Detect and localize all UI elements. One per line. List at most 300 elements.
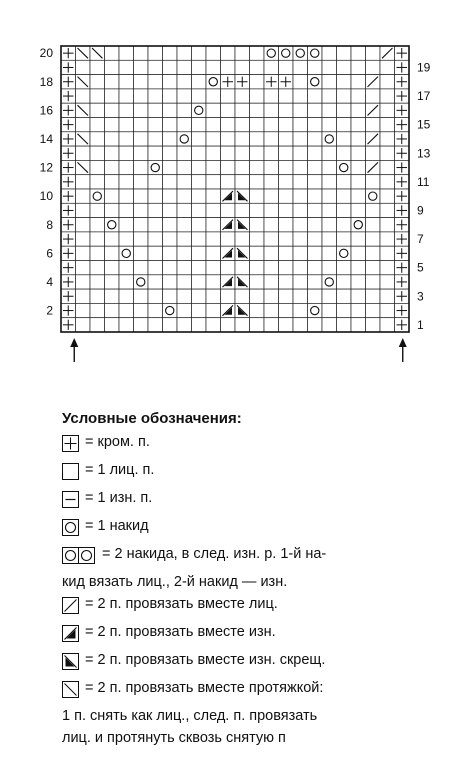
chart-cell-knit-stitch xyxy=(119,189,134,203)
chart-cell-knit-stitch xyxy=(322,189,337,203)
chart-cell-knit-stitch xyxy=(279,303,294,317)
chart-cell-knit-stitch xyxy=(221,46,236,60)
chart-cell-knit-stitch xyxy=(177,203,192,217)
chart-cell-edge-stitch xyxy=(61,75,76,89)
chart-cell-p2tog-tbl-dot xyxy=(235,303,250,317)
chart-cell-knit-stitch xyxy=(308,60,323,74)
chart-cell-knit-stitch xyxy=(308,203,323,217)
chart-cell-knit-stitch xyxy=(119,118,134,132)
chart-cell-knit-stitch xyxy=(308,246,323,260)
chart-cell-knit-stitch xyxy=(380,203,395,217)
chart-cell-knit-stitch xyxy=(235,118,250,132)
chart-cell-edge-stitch xyxy=(61,60,76,74)
chart-cell-knit-stitch xyxy=(279,160,294,174)
chart-cell-knit-stitch xyxy=(119,60,134,74)
chart-cell-knit-stitch xyxy=(163,232,178,246)
chart-cell-ssk-left-slant xyxy=(76,75,91,89)
chart-cell-knit-stitch xyxy=(192,118,207,132)
edge-icon xyxy=(62,435,79,458)
chart-cell-knit-stitch xyxy=(90,103,105,117)
chart-cell-knit-stitch xyxy=(105,118,120,132)
chart-cell-knit-stitch xyxy=(351,89,366,103)
chart-cell-knit-stitch xyxy=(250,218,265,232)
chart-cell-knit-stitch xyxy=(293,189,308,203)
chart-cell-knit-stitch xyxy=(206,46,221,60)
chart-cell-knit-stitch xyxy=(221,103,236,117)
left-row-label: 16 xyxy=(39,103,53,118)
chart-cell-knit-stitch xyxy=(235,318,250,332)
chart-cell-knit-stitch xyxy=(221,203,236,217)
chart-cell-knit-stitch xyxy=(293,203,308,217)
chart-cell-knit-stitch xyxy=(90,261,105,275)
chart-cell-knit-stitch xyxy=(380,89,395,103)
chart-cell-knit-stitch xyxy=(192,289,207,303)
chart-cell-knit-stitch xyxy=(105,175,120,189)
chart-cell-knit-stitch xyxy=(337,118,352,132)
chart-cell-knit-stitch xyxy=(148,303,163,317)
knit-icon xyxy=(62,463,79,486)
chart-cell-knit-stitch xyxy=(105,289,120,303)
chart-cell-edge-stitch xyxy=(395,275,410,289)
chart-cell-edge-stitch xyxy=(61,89,76,103)
chart-cell-knit-stitch xyxy=(206,175,221,189)
chart-cell-knit-stitch xyxy=(76,232,91,246)
chart-cell-yarn-over xyxy=(322,275,337,289)
chart-cell-knit-stitch xyxy=(90,289,105,303)
chart-cell-knit-stitch xyxy=(337,146,352,160)
chart-cell-knit-stitch xyxy=(134,89,149,103)
chart-cell-edge-stitch xyxy=(395,261,410,275)
chart-cell-knit-stitch xyxy=(264,232,279,246)
chart-cell-knit-stitch xyxy=(76,289,91,303)
chart-cell-knit-stitch xyxy=(337,175,352,189)
chart-cell-edge-stitch xyxy=(61,318,76,332)
chart-cell-knit-stitch xyxy=(279,261,294,275)
chart-cell-knit-stitch xyxy=(163,46,178,60)
chart-cell-knit-stitch xyxy=(90,60,105,74)
chart-cell-knit-stitch xyxy=(148,146,163,160)
chart-cell-knit-stitch xyxy=(264,246,279,260)
chart-cell-knit-stitch xyxy=(293,218,308,232)
chart-cell-knit-stitch xyxy=(192,175,207,189)
chart-cell-knit-stitch xyxy=(279,189,294,203)
chart-cell-knit-stitch xyxy=(308,261,323,275)
chart-cell-knit-stitch xyxy=(264,303,279,317)
chart-cell-knit-stitch xyxy=(163,261,178,275)
chart-cell-knit-stitch xyxy=(206,60,221,74)
chart-cell-knit-stitch xyxy=(293,175,308,189)
chart-cell-knit-stitch xyxy=(163,218,178,232)
chart-cell-yarn-over xyxy=(337,246,352,260)
chart-cell-knit-stitch xyxy=(76,60,91,74)
k2tog-icon xyxy=(62,597,79,620)
chart-cell-edge-stitch xyxy=(395,160,410,174)
chart-cell-knit-stitch xyxy=(337,103,352,117)
chart-cell-knit-stitch xyxy=(221,146,236,160)
chart-cell-knit-stitch xyxy=(192,318,207,332)
chart-cell-knit-stitch xyxy=(380,75,395,89)
chart-cell-knit-stitch xyxy=(134,246,149,260)
chart-cell-knit-stitch xyxy=(351,275,366,289)
chart-cell-edge-stitch xyxy=(395,118,410,132)
chart-cell-knit-stitch xyxy=(235,132,250,146)
chart-cell-edge-stitch xyxy=(395,60,410,74)
chart-cell-knit-stitch xyxy=(293,261,308,275)
chart-cell-edge-stitch xyxy=(61,246,76,260)
chart-cell-knit-stitch xyxy=(177,60,192,74)
chart-cell-knit-stitch xyxy=(134,132,149,146)
chart-cell-p2tog-dot xyxy=(221,246,236,260)
chart-cell-knit-stitch xyxy=(351,289,366,303)
chart-cell-knit-stitch xyxy=(192,232,207,246)
chart-cell-knit-stitch xyxy=(322,46,337,60)
chart-cell-knit-stitch xyxy=(134,218,149,232)
chart-cell-edge-stitch xyxy=(61,218,76,232)
chart-cell-knit-stitch xyxy=(264,189,279,203)
chart-cell-knit-stitch xyxy=(148,60,163,74)
chart-cell-knit-stitch xyxy=(366,318,381,332)
chart-cell-knit-stitch xyxy=(134,146,149,160)
chart-cell-knit-stitch xyxy=(308,175,323,189)
chart-cell-knit-stitch xyxy=(148,289,163,303)
right-row-label: 9 xyxy=(417,203,424,218)
chart-cell-knit-stitch xyxy=(264,261,279,275)
chart-cell-knit-stitch xyxy=(90,203,105,217)
chart-cell-knit-stitch xyxy=(134,232,149,246)
chart-cell-knit-stitch xyxy=(337,318,352,332)
legend-item-text: = 2 п. провязать вместе изн. xyxy=(85,624,276,640)
chart-cell-knit-stitch xyxy=(119,160,134,174)
chart-cell-knit-stitch xyxy=(177,318,192,332)
chart-cell-edge-stitch xyxy=(61,132,76,146)
chart-cell-knit-stitch xyxy=(148,318,163,332)
left-row-label: 2 xyxy=(46,303,53,318)
chart-cell-edge-stitch xyxy=(395,232,410,246)
chart-cell-knit-stitch xyxy=(337,132,352,146)
chart-cell-knit-stitch xyxy=(264,275,279,289)
chart-cell-knit-stitch xyxy=(105,246,120,260)
chart-cell-knit-stitch xyxy=(380,318,395,332)
chart-cell-knit-stitch xyxy=(192,261,207,275)
chart-cell-knit-stitch xyxy=(337,89,352,103)
chart-cell-knit-stitch xyxy=(279,218,294,232)
chart-cell-knit-stitch xyxy=(148,132,163,146)
chart-cell-knit-stitch xyxy=(192,75,207,89)
legend-item-text: = кром. п. xyxy=(85,434,150,450)
chart-cell-knit-stitch xyxy=(76,275,91,289)
chart-cell-knit-stitch xyxy=(279,289,294,303)
chart-cell-ssk-left-slant xyxy=(76,46,91,60)
chart-cell-knit-stitch xyxy=(337,46,352,60)
chart-cell-knit-stitch xyxy=(279,103,294,117)
chart-cell-knit-stitch xyxy=(308,118,323,132)
right-row-label: 15 xyxy=(417,117,431,132)
chart-cell-knit-stitch xyxy=(293,160,308,174)
chart-cell-knit-stitch xyxy=(119,232,134,246)
legend-item-text: = 1 лиц. п. xyxy=(85,462,155,478)
chart-cell-edge-stitch xyxy=(279,75,294,89)
chart-cell-yarn-over xyxy=(293,46,308,60)
chart-cell-knit-stitch xyxy=(279,175,294,189)
right-row-label: 3 xyxy=(417,289,424,304)
chart-cell-knit-stitch xyxy=(235,160,250,174)
chart-cell-knit-stitch xyxy=(192,146,207,160)
chart-cell-knit-stitch xyxy=(235,89,250,103)
chart-cell-knit-stitch xyxy=(206,289,221,303)
chart-cell-knit-stitch xyxy=(206,275,221,289)
chart-cell-p2tog-tbl-dot xyxy=(235,246,250,260)
chart-cell-knit-stitch xyxy=(119,89,134,103)
chart-cell-knit-stitch xyxy=(119,75,134,89)
chart-cell-edge-stitch xyxy=(61,118,76,132)
chart-cell-edge-stitch xyxy=(61,232,76,246)
chart-cell-knit-stitch xyxy=(177,46,192,60)
chart-cell-knit-stitch xyxy=(90,75,105,89)
chart-cell-yarn-over xyxy=(206,75,221,89)
chart-cell-knit-stitch xyxy=(119,146,134,160)
chart-cell-knit-stitch xyxy=(177,189,192,203)
right-row-label: 19 xyxy=(417,60,431,75)
chart-cell-p2tog-dot xyxy=(221,275,236,289)
chart-cell-knit-stitch xyxy=(177,160,192,174)
chart-cell-knit-stitch xyxy=(119,103,134,117)
legend-text-continuation: лиц. и протянуть сквозь снятую п xyxy=(62,730,286,746)
chart-cell-knit-stitch xyxy=(337,218,352,232)
chart-cell-knit-stitch xyxy=(163,146,178,160)
legend-item-text: = 2 накида, в след. изн. р. 1-й на- xyxy=(102,546,327,562)
chart-cell-edge-stitch xyxy=(61,146,76,160)
legend-item-edge xyxy=(62,433,452,458)
chart-cell-knit-stitch xyxy=(192,218,207,232)
chart-cell-knit-stitch xyxy=(279,203,294,217)
chart-cell-ssk-left-slant xyxy=(90,46,105,60)
chart-cell-knit-stitch xyxy=(293,232,308,246)
chart-cell-knit-stitch xyxy=(366,289,381,303)
chart-cell-knit-stitch xyxy=(192,132,207,146)
chart-cell-knit-stitch xyxy=(76,118,91,132)
chart-cell-knit-stitch xyxy=(351,318,366,332)
chart-cell-knit-stitch xyxy=(366,146,381,160)
chart-cell-knit-stitch xyxy=(366,203,381,217)
chart-cell-knit-stitch xyxy=(206,160,221,174)
chart-cell-yarn-over xyxy=(148,160,163,174)
chart-cell-knit-stitch xyxy=(322,218,337,232)
chart-cell-knit-stitch xyxy=(351,203,366,217)
chart-cell-knit-stitch xyxy=(380,261,395,275)
chart-cell-knit-stitch xyxy=(221,261,236,275)
right-row-label: 11 xyxy=(417,174,430,189)
chart-cell-knit-stitch xyxy=(163,175,178,189)
chart-cell-knit-stitch xyxy=(177,103,192,117)
chart-cell-knit-stitch xyxy=(105,261,120,275)
chart-cell-knit-stitch xyxy=(322,89,337,103)
chart-cell-knit-stitch xyxy=(322,246,337,260)
chart-cell-knit-stitch xyxy=(351,160,366,174)
chart-cell-knit-stitch xyxy=(119,289,134,303)
chart-cell-yarn-over xyxy=(134,275,149,289)
chart-cell-knit-stitch xyxy=(337,203,352,217)
chart-cell-knit-stitch xyxy=(119,203,134,217)
chart-cell-knit-stitch xyxy=(221,132,236,146)
chart-cell-knit-stitch xyxy=(380,146,395,160)
chart-cell-knit-stitch xyxy=(279,232,294,246)
chart-cell-knit-stitch xyxy=(105,75,120,89)
chart-cell-knit-stitch xyxy=(119,275,134,289)
repeat-end-arrow xyxy=(399,338,407,362)
chart-cell-knit-stitch xyxy=(250,89,265,103)
chart-cell-knit-stitch xyxy=(192,89,207,103)
chart-cell-knit-stitch xyxy=(105,275,120,289)
chart-cell-knit-stitch xyxy=(279,275,294,289)
chart-cell-knit-stitch xyxy=(308,218,323,232)
chart-cell-knit-stitch xyxy=(163,160,178,174)
chart-cell-k2tog-right-slant xyxy=(380,46,395,60)
chart-cell-knit-stitch xyxy=(351,261,366,275)
ssk-icon xyxy=(62,681,79,704)
chart-cell-edge-stitch xyxy=(395,289,410,303)
chart-cell-knit-stitch xyxy=(76,203,91,217)
chart-cell-knit-stitch xyxy=(322,203,337,217)
legend-item-yo2 xyxy=(62,545,452,570)
chart-cell-knit-stitch xyxy=(221,160,236,174)
chart-cell-knit-stitch xyxy=(105,60,120,74)
chart-cell-knit-stitch xyxy=(206,318,221,332)
legend-list xyxy=(62,433,452,748)
chart-cell-knit-stitch xyxy=(322,160,337,174)
chart-cell-knit-stitch xyxy=(250,261,265,275)
chart-cell-knit-stitch xyxy=(134,160,149,174)
chart-cell-knit-stitch xyxy=(134,118,149,132)
chart-cell-knit-stitch xyxy=(264,60,279,74)
legend-title: Условные обозначения: xyxy=(62,410,242,427)
left-row-label: 14 xyxy=(39,131,53,146)
chart-cell-knit-stitch xyxy=(308,232,323,246)
chart-cell-knit-stitch xyxy=(322,175,337,189)
chart-cell-knit-stitch xyxy=(206,146,221,160)
chart-cell-knit-stitch xyxy=(90,132,105,146)
chart-cell-knit-stitch xyxy=(206,303,221,317)
chart-cell-knit-stitch xyxy=(134,261,149,275)
chart-cell-knit-stitch xyxy=(105,189,120,203)
chart-cell-knit-stitch xyxy=(206,232,221,246)
chart-cell-knit-stitch xyxy=(90,146,105,160)
chart-cell-knit-stitch xyxy=(366,232,381,246)
chart-cell-knit-stitch xyxy=(250,246,265,260)
chart-cell-knit-stitch xyxy=(76,303,91,317)
chart-cell-knit-stitch xyxy=(134,60,149,74)
chart-cell-knit-stitch xyxy=(90,246,105,260)
chart-cell-knit-stitch xyxy=(264,203,279,217)
yo2-icon xyxy=(62,547,96,570)
chart-cell-yarn-over xyxy=(308,303,323,317)
chart-cell-knit-stitch xyxy=(250,160,265,174)
chart-cell-knit-stitch xyxy=(221,289,236,303)
chart-cell-knit-stitch xyxy=(90,318,105,332)
chart-cell-knit-stitch xyxy=(235,289,250,303)
chart-cell-edge-stitch xyxy=(395,303,410,317)
purl-icon xyxy=(62,491,79,514)
chart-cell-knit-stitch xyxy=(90,118,105,132)
chart-cell-knit-stitch xyxy=(351,132,366,146)
chart-cell-knit-stitch xyxy=(250,46,265,60)
chart-cell-knit-stitch xyxy=(279,89,294,103)
chart-cell-edge-stitch xyxy=(61,160,76,174)
chart-cell-knit-stitch xyxy=(351,232,366,246)
chart-cell-knit-stitch xyxy=(90,218,105,232)
chart-cell-knit-stitch xyxy=(206,189,221,203)
chart-cell-knit-stitch xyxy=(250,75,265,89)
chart-cell-knit-stitch xyxy=(366,46,381,60)
chart-cell-yarn-over xyxy=(105,218,120,232)
chart-cell-knit-stitch xyxy=(366,303,381,317)
chart-cell-knit-stitch xyxy=(337,189,352,203)
chart-cell-knit-stitch xyxy=(119,175,134,189)
chart-cell-knit-stitch xyxy=(380,246,395,260)
chart-cell-knit-stitch xyxy=(221,60,236,74)
chart-cell-edge-stitch xyxy=(395,246,410,260)
chart-cell-knit-stitch xyxy=(163,203,178,217)
chart-cell-knit-stitch xyxy=(177,303,192,317)
chart-cell-knit-stitch xyxy=(351,175,366,189)
chart-cell-knit-stitch xyxy=(163,132,178,146)
chart-cell-ssk-left-slant xyxy=(76,132,91,146)
chart-cell-yarn-over xyxy=(279,46,294,60)
chart-cell-yarn-over xyxy=(90,189,105,203)
chart-cell-knit-stitch xyxy=(380,103,395,117)
chart-cell-knit-stitch xyxy=(105,89,120,103)
chart-cell-knit-stitch xyxy=(148,118,163,132)
chart-cell-knit-stitch xyxy=(380,218,395,232)
chart-cell-knit-stitch xyxy=(351,60,366,74)
chart-cell-knit-stitch xyxy=(264,146,279,160)
chart-cell-knit-stitch xyxy=(119,318,134,332)
chart-cell-edge-stitch xyxy=(395,218,410,232)
chart-cell-knit-stitch xyxy=(250,232,265,246)
chart-cell-knit-stitch xyxy=(90,175,105,189)
chart-cell-knit-stitch xyxy=(134,203,149,217)
chart-cell-edge-stitch xyxy=(61,275,76,289)
chart-cell-knit-stitch xyxy=(293,75,308,89)
chart-cell-yarn-over xyxy=(322,132,337,146)
left-row-label: 6 xyxy=(46,246,53,261)
chart-cell-knit-stitch xyxy=(264,289,279,303)
chart-cell-knit-stitch xyxy=(148,46,163,60)
chart-cell-knit-stitch xyxy=(221,89,236,103)
legend-item-text: = 1 накид xyxy=(85,518,149,534)
chart-cell-knit-stitch xyxy=(337,303,352,317)
chart-cell-knit-stitch xyxy=(76,175,91,189)
chart-cell-edge-stitch xyxy=(395,175,410,189)
chart-cell-knit-stitch xyxy=(293,60,308,74)
chart-cell-knit-stitch xyxy=(148,175,163,189)
right-row-label: 1 xyxy=(417,317,424,332)
right-row-label: 5 xyxy=(417,260,424,275)
chart-cell-knit-stitch xyxy=(293,118,308,132)
chart-cell-knit-stitch xyxy=(337,232,352,246)
chart-cell-knit-stitch xyxy=(293,103,308,117)
chart-cell-p2tog-tbl-dot xyxy=(235,275,250,289)
chart-cell-knit-stitch xyxy=(380,189,395,203)
chart-cell-knit-stitch xyxy=(380,160,395,174)
chart-cell-knit-stitch xyxy=(337,261,352,275)
chart-cell-knit-stitch xyxy=(163,275,178,289)
chart-cell-knit-stitch xyxy=(380,289,395,303)
chart-cell-knit-stitch xyxy=(206,261,221,275)
chart-cell-knit-stitch xyxy=(250,118,265,132)
chart-cell-knit-stitch xyxy=(192,46,207,60)
chart-cell-knit-stitch xyxy=(105,46,120,60)
chart-cell-edge-stitch xyxy=(395,318,410,332)
